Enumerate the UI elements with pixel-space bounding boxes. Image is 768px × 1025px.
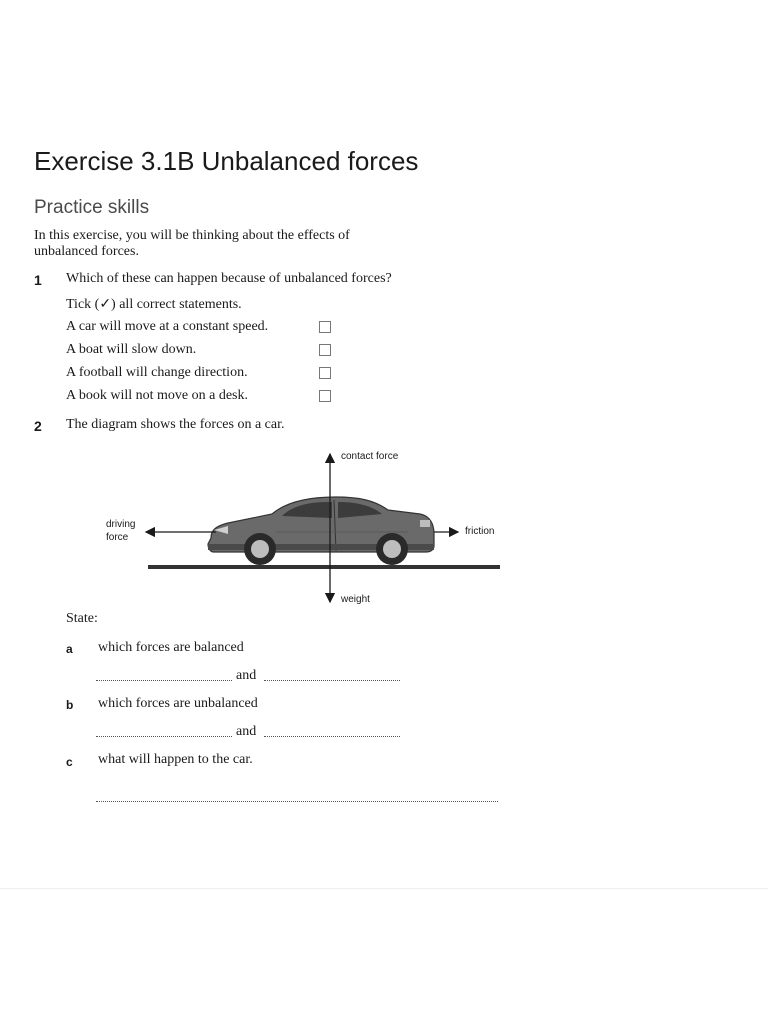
part-b-answer-1[interactable] bbox=[96, 736, 232, 737]
driving-force-label-line2: force bbox=[106, 532, 129, 543]
question-1-number: 1 bbox=[34, 272, 42, 288]
ground-line bbox=[148, 565, 500, 569]
question-1-instruction: Tick (✓) all correct statements. bbox=[66, 297, 242, 312]
part-c-answer[interactable] bbox=[96, 801, 498, 802]
part-a-text: which forces are balanced bbox=[98, 640, 244, 655]
question-2-text: The diagram shows the forces on a car. bbox=[66, 417, 285, 432]
weight-label: weight bbox=[341, 594, 370, 605]
page-bottom-area bbox=[0, 888, 768, 1025]
option-4-checkbox[interactable] bbox=[319, 390, 331, 402]
driving-force-label-line1: driving bbox=[106, 519, 136, 530]
option-2-text: A boat will slow down. bbox=[66, 342, 197, 357]
part-b-answer-2[interactable] bbox=[264, 736, 400, 737]
part-c-label: c bbox=[66, 755, 73, 769]
part-a-answer-2[interactable] bbox=[264, 680, 400, 681]
part-b-text: which forces are unbalanced bbox=[98, 696, 258, 711]
state-label: State: bbox=[66, 611, 98, 626]
force-diagram bbox=[96, 440, 516, 620]
part-a-answer-1[interactable] bbox=[96, 680, 232, 681]
option-4-text: A book will not move on a desk. bbox=[66, 388, 248, 403]
option-1-checkbox[interactable] bbox=[319, 321, 331, 333]
option-1-text: A car will move at a constant speed. bbox=[66, 319, 269, 334]
part-b-and: and bbox=[236, 724, 257, 739]
contact-force-label: contact force bbox=[341, 451, 399, 462]
option-2-checkbox[interactable] bbox=[319, 344, 331, 356]
part-a-and: and bbox=[236, 668, 257, 683]
option-3-checkbox[interactable] bbox=[319, 367, 331, 379]
part-a-label: a bbox=[66, 642, 73, 656]
intro-text: In this exercise, you will be thinking about the effects of unbalanced forces. bbox=[34, 228, 350, 259]
question-1-text: Which of these can happen because of unbalanced forces? bbox=[66, 271, 392, 286]
option-3-text: A football will change direction. bbox=[66, 365, 248, 380]
part-b-label: b bbox=[66, 698, 74, 712]
section-subtitle: Practice skills bbox=[34, 197, 150, 218]
part-c-text: what will happen to the car. bbox=[98, 752, 253, 767]
page-title: Exercise 3.1B Unbalanced forces bbox=[34, 146, 419, 176]
question-2-number: 2 bbox=[34, 418, 42, 434]
car-icon bbox=[208, 497, 434, 565]
friction-label: friction bbox=[465, 526, 495, 537]
